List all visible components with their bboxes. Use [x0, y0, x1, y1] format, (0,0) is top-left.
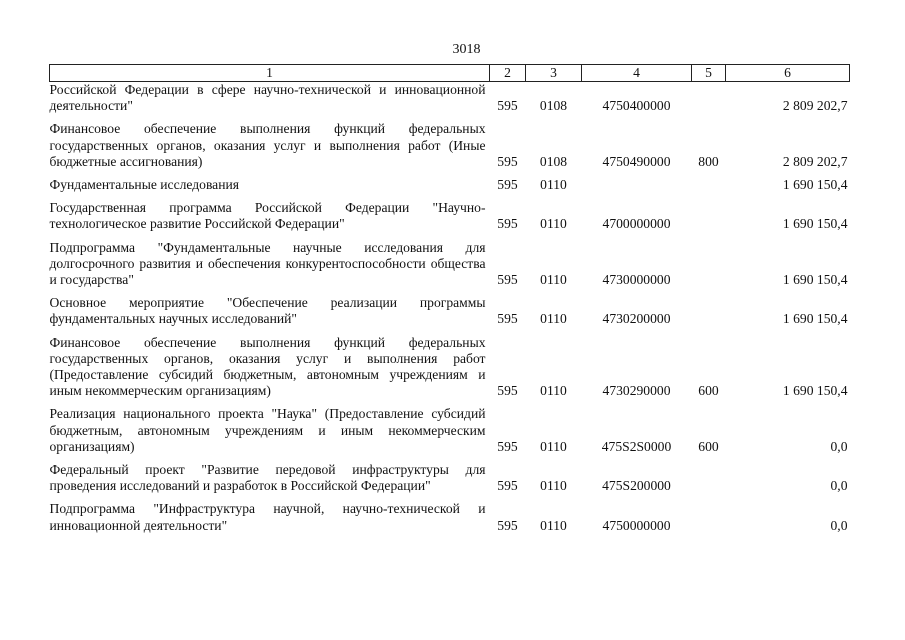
row-target-article: 4750000000	[602, 517, 671, 533]
column-header: 1	[50, 65, 490, 82]
row-expense-type	[692, 200, 726, 232]
row-amount: 1 690 150,4	[782, 216, 848, 232]
table-row	[50, 200, 850, 232]
row-description: Государственная программа Российской Федерации "Научно-технологическое развитие Российской Федерации"	[49, 200, 486, 232]
row-target-article: 4700000000	[602, 216, 671, 232]
row-section-code: 0110	[540, 216, 567, 232]
row-target-article: 4730290000	[602, 383, 671, 399]
table-body	[50, 82, 850, 534]
header-row	[50, 65, 850, 82]
row-spacer	[50, 114, 850, 121]
table-row	[50, 295, 850, 327]
table-row	[50, 240, 850, 289]
row-amount: 0,0	[830, 438, 848, 454]
row-description: Фундаментальные исследования	[49, 177, 240, 193]
row-expense-type	[692, 501, 726, 533]
row-spacer	[50, 328, 850, 335]
row-expense-type: 600	[698, 438, 719, 454]
table-header	[50, 65, 850, 82]
row-spacer-cell	[50, 494, 850, 501]
table-row	[50, 121, 850, 170]
row-section-code: 0110	[540, 177, 567, 193]
row-description: Российской Федерации в сфере научно-технической и инновационной деятельности"	[49, 82, 486, 114]
row-spacer-cell	[50, 328, 850, 335]
row-section-code: 0110	[540, 383, 567, 399]
row-expense-type	[692, 177, 726, 193]
table-row	[50, 501, 850, 533]
row-spacer	[50, 193, 850, 200]
row-expense-type	[692, 240, 726, 289]
column-header: 4	[582, 65, 692, 82]
row-description: Реализация национального проекта "Наука" (Предоставление субсидий бюджетным, автономным учреждениям и иным некоммерческим организациям)	[49, 406, 486, 454]
row-description: Федеральный проект "Развитие передовой инфраструктуры для проведения исследований и разработок в Российской Федерации"	[49, 462, 486, 494]
column-header: 3	[526, 65, 582, 82]
row-target-article: 4750490000	[602, 153, 671, 169]
table-row	[50, 82, 850, 115]
row-target-article: 4730000000	[602, 272, 671, 288]
row-target-article	[582, 177, 692, 193]
table-row	[50, 177, 850, 193]
row-spacer-cell	[50, 233, 850, 240]
row-expense-type: 600	[698, 383, 719, 399]
row-section-code: 0110	[540, 311, 567, 327]
row-gr-code: 595	[497, 438, 518, 454]
row-amount: 1 690 150,4	[782, 177, 848, 193]
row-section-code: 0110	[540, 438, 567, 454]
row-target-article: 4730200000	[602, 311, 671, 327]
row-spacer	[50, 288, 850, 295]
row-gr-code: 595	[497, 272, 518, 288]
page-number: 3018	[452, 42, 481, 57]
row-spacer	[50, 399, 850, 406]
row-gr-code: 595	[497, 216, 518, 232]
row-section-code: 0108	[539, 98, 568, 114]
row-section-code: 0110	[540, 272, 567, 288]
row-section-code: 0110	[540, 478, 567, 494]
row-spacer	[50, 455, 850, 462]
row-description: Финансовое обеспечение выполнения функций федеральных государственных органов, оказания услуг и выполнения работ (Предоставление субсидий бюджетным, автономным учреждениям и иным некоммерческим организациям)	[49, 334, 486, 399]
row-spacer-cell	[50, 114, 850, 121]
row-spacer-cell	[50, 288, 850, 295]
row-spacer	[50, 170, 850, 177]
budget-table	[49, 64, 850, 534]
row-amount: 2 809 202,7	[782, 98, 848, 114]
column-header: 2	[490, 65, 526, 82]
row-spacer	[50, 494, 850, 501]
row-amount: 0,0	[830, 517, 848, 533]
row-gr-code: 595	[497, 478, 518, 494]
row-target-article: 4750400000	[602, 98, 671, 114]
row-section-code: 0110	[540, 517, 567, 533]
row-description: Подпрограмма "Фундаментальные научные исследования для долгосрочного развития и обеспечения конкурентоспособности общества и государства"	[49, 239, 486, 288]
column-header: 6	[726, 65, 850, 82]
row-target-article: 475S2S0000	[601, 438, 672, 454]
row-expense-type	[692, 462, 726, 494]
table-row	[50, 406, 850, 455]
row-expense-type: 800	[698, 153, 719, 169]
row-gr-code: 595	[497, 177, 518, 193]
row-amount: 1 690 150,4	[782, 272, 848, 288]
row-expense-type	[692, 295, 726, 327]
row-gr-code: 595	[497, 517, 518, 533]
row-description: Подпрограмма "Инфраструктура научной, научно-технической и инновационной деятельности"	[49, 501, 486, 533]
row-amount: 1 690 150,4	[782, 383, 848, 399]
row-description: Основное мероприятие "Обеспечение реализации программы фундаментальных научных исследований"	[49, 295, 486, 327]
row-spacer-cell	[50, 399, 850, 406]
row-amount: 1 690 150,4	[782, 311, 848, 327]
row-description: Финансовое обеспечение выполнения функций федеральных государственных органов, оказания услуг и выполнения работ (Иные бюджетные ассигнования)	[49, 121, 486, 169]
row-gr-code: 595	[497, 383, 518, 399]
table-row	[50, 462, 850, 494]
row-spacer-cell	[50, 170, 850, 177]
row-amount: 2 809 202,7	[782, 153, 848, 169]
row-spacer-cell	[50, 193, 850, 200]
row-gr-code: 595	[497, 153, 518, 169]
row-gr-code: 595	[497, 98, 518, 114]
row-spacer-cell	[50, 455, 850, 462]
row-amount: 0,0	[830, 478, 848, 494]
row-section-code: 0108	[539, 153, 568, 169]
row-target-article: 475S200000	[602, 478, 671, 494]
row-spacer	[50, 233, 850, 240]
table-row	[50, 335, 850, 400]
column-header: 5	[692, 65, 726, 82]
row-expense-type	[692, 82, 726, 115]
row-gr-code: 595	[497, 311, 518, 327]
